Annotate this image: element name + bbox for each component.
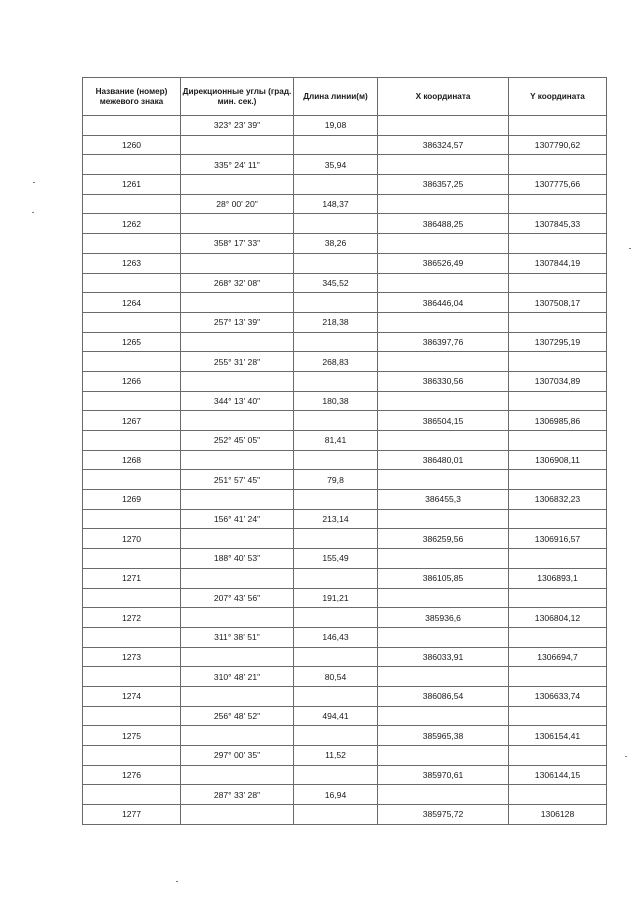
header-direction-angle: Дирекционные углы (град. мин. сек.) — [181, 78, 294, 116]
length-cell: 146,43 — [294, 627, 378, 647]
y-coordinate-cell: 1306985,86 — [509, 411, 607, 431]
y-coordinate-cell — [509, 785, 607, 805]
y-coordinate-cell — [509, 706, 607, 726]
x-coordinate-cell — [378, 470, 509, 490]
table-header-row — [83, 78, 607, 116]
length-cell — [294, 450, 378, 470]
length-cell: 345,52 — [294, 273, 378, 293]
point-name-cell: 1274 — [83, 686, 181, 706]
y-coordinate-cell — [509, 352, 607, 372]
angle-cell — [181, 332, 294, 352]
x-coordinate-cell — [378, 234, 509, 254]
angle-cell — [181, 647, 294, 667]
point-name-cell: 1267 — [83, 411, 181, 431]
point-name-cell — [83, 116, 181, 136]
table-body — [83, 116, 607, 825]
length-cell: 16,94 — [294, 785, 378, 805]
length-cell: 218,38 — [294, 312, 378, 332]
angle-cell: 188° 40' 53" — [181, 549, 294, 569]
point-name-cell — [83, 785, 181, 805]
segment-row — [83, 155, 607, 175]
point-name-cell — [83, 588, 181, 608]
x-coordinate-cell — [378, 509, 509, 529]
x-coordinate-cell — [378, 706, 509, 726]
angle-cell: 335° 24' 11" — [181, 155, 294, 175]
angle-cell — [181, 411, 294, 431]
point-name-cell: 1272 — [83, 608, 181, 628]
header-point-name: Название (номер) межевого знака — [83, 78, 181, 116]
point-name-cell: 1268 — [83, 450, 181, 470]
angle-cell: 207° 43' 56" — [181, 588, 294, 608]
length-cell: 191,21 — [294, 588, 378, 608]
angle-cell — [181, 450, 294, 470]
x-coordinate-cell — [378, 116, 509, 136]
angle-cell — [181, 175, 294, 195]
angle-cell: 256° 48' 52" — [181, 706, 294, 726]
length-cell: 80,54 — [294, 667, 378, 687]
segment-row — [83, 627, 607, 647]
segment-row — [83, 273, 607, 293]
x-coordinate-cell: 385965,38 — [378, 726, 509, 746]
point-name-cell: 1275 — [83, 726, 181, 746]
angle-cell — [181, 805, 294, 825]
y-coordinate-cell — [509, 234, 607, 254]
point-row — [83, 450, 607, 470]
length-cell: 19,08 — [294, 116, 378, 136]
x-coordinate-cell: 386397,76 — [378, 332, 509, 352]
point-name-cell: 1265 — [83, 332, 181, 352]
point-name-cell — [83, 470, 181, 490]
x-coordinate-cell — [378, 588, 509, 608]
angle-cell: 358° 17' 33" — [181, 234, 294, 254]
segment-row — [83, 352, 607, 372]
y-coordinate-cell: 1307775,66 — [509, 175, 607, 195]
x-coordinate-cell — [378, 155, 509, 175]
point-row — [83, 332, 607, 352]
segment-row — [83, 706, 607, 726]
length-cell: 180,38 — [294, 391, 378, 411]
x-coordinate-cell — [378, 549, 509, 569]
angle-cell — [181, 135, 294, 155]
angle-cell: 255° 31' 28" — [181, 352, 294, 372]
length-cell — [294, 135, 378, 155]
angle-cell — [181, 293, 294, 313]
point-name-cell — [83, 352, 181, 372]
scan-speck — [625, 756, 627, 757]
segment-row — [83, 746, 607, 766]
y-coordinate-cell: 1306154,41 — [509, 726, 607, 746]
length-cell — [294, 411, 378, 431]
x-coordinate-cell — [378, 194, 509, 214]
point-name-cell — [83, 667, 181, 687]
segment-row — [83, 588, 607, 608]
x-coordinate-cell: 385975,72 — [378, 805, 509, 825]
scan-speck — [176, 881, 178, 882]
angle-cell: 251° 57' 45" — [181, 470, 294, 490]
segment-row — [83, 470, 607, 490]
point-name-cell — [83, 549, 181, 569]
angle-cell — [181, 214, 294, 234]
point-row — [83, 568, 607, 588]
y-coordinate-cell: 1307034,89 — [509, 371, 607, 391]
length-cell — [294, 175, 378, 195]
point-row — [83, 765, 607, 785]
point-name-cell: 1263 — [83, 253, 181, 273]
angle-cell: 323° 23' 39" — [181, 116, 294, 136]
length-cell: 148,37 — [294, 194, 378, 214]
length-cell: 268,83 — [294, 352, 378, 372]
x-coordinate-cell — [378, 391, 509, 411]
x-coordinate-cell — [378, 431, 509, 451]
point-name-cell: 1270 — [83, 529, 181, 549]
segment-row — [83, 509, 607, 529]
header-x-coordinate: Х координата — [378, 78, 509, 116]
point-row — [83, 411, 607, 431]
length-cell: 81,41 — [294, 431, 378, 451]
point-name-cell — [83, 312, 181, 332]
length-cell — [294, 805, 378, 825]
length-cell — [294, 371, 378, 391]
y-coordinate-cell — [509, 431, 607, 451]
y-coordinate-cell — [509, 312, 607, 332]
segment-row — [83, 549, 607, 569]
point-name-cell: 1262 — [83, 214, 181, 234]
y-coordinate-cell: 1306832,23 — [509, 490, 607, 510]
x-coordinate-cell: 386105,85 — [378, 568, 509, 588]
point-name-cell — [83, 509, 181, 529]
point-name-cell — [83, 746, 181, 766]
length-cell — [294, 726, 378, 746]
x-coordinate-cell: 386259,56 — [378, 529, 509, 549]
x-coordinate-cell — [378, 312, 509, 332]
angle-cell — [181, 371, 294, 391]
y-coordinate-cell: 1307295,19 — [509, 332, 607, 352]
angle-cell: 287° 33' 28" — [181, 785, 294, 805]
angle-cell — [181, 686, 294, 706]
angle-cell: 28° 00' 20" — [181, 194, 294, 214]
angle-cell — [181, 529, 294, 549]
length-cell — [294, 214, 378, 234]
x-coordinate-cell — [378, 352, 509, 372]
segment-row — [83, 234, 607, 254]
point-name-cell: 1261 — [83, 175, 181, 195]
y-coordinate-cell: 1307790,62 — [509, 135, 607, 155]
x-coordinate-cell — [378, 746, 509, 766]
point-name-cell — [83, 194, 181, 214]
angle-cell: 310° 48' 21" — [181, 667, 294, 687]
y-coordinate-cell — [509, 273, 607, 293]
point-row — [83, 214, 607, 234]
x-coordinate-cell: 385936,6 — [378, 608, 509, 628]
point-name-cell — [83, 627, 181, 647]
y-coordinate-cell — [509, 549, 607, 569]
angle-cell: 344° 13' 40" — [181, 391, 294, 411]
y-coordinate-cell — [509, 746, 607, 766]
y-coordinate-cell: 1307508,17 — [509, 293, 607, 313]
x-coordinate-cell: 386330,56 — [378, 371, 509, 391]
point-name-cell: 1260 — [83, 135, 181, 155]
angle-cell: 156° 41' 24" — [181, 509, 294, 529]
header-y-coordinate: Y координата — [509, 78, 607, 116]
x-coordinate-cell: 386446,04 — [378, 293, 509, 313]
angle-cell — [181, 765, 294, 785]
point-name-cell: 1269 — [83, 490, 181, 510]
length-cell: 11,52 — [294, 746, 378, 766]
y-coordinate-cell — [509, 509, 607, 529]
y-coordinate-cell: 1307844,19 — [509, 253, 607, 273]
x-coordinate-cell: 386033,91 — [378, 647, 509, 667]
length-cell: 494,41 — [294, 706, 378, 726]
y-coordinate-cell: 1306804,12 — [509, 608, 607, 628]
angle-cell — [181, 608, 294, 628]
point-row — [83, 529, 607, 549]
length-cell — [294, 332, 378, 352]
header-line-length: Длина линии(м) — [294, 78, 378, 116]
point-row — [83, 805, 607, 825]
length-cell — [294, 765, 378, 785]
angle-cell: 311° 38' 51" — [181, 627, 294, 647]
segment-row — [83, 667, 607, 687]
x-coordinate-cell: 386488,25 — [378, 214, 509, 234]
point-name-cell: 1273 — [83, 647, 181, 667]
segment-row — [83, 785, 607, 805]
length-cell: 213,14 — [294, 509, 378, 529]
point-name-cell — [83, 431, 181, 451]
x-coordinate-cell: 386086,54 — [378, 686, 509, 706]
angle-cell: 297° 00' 35" — [181, 746, 294, 766]
y-coordinate-cell — [509, 155, 607, 175]
x-coordinate-cell: 386526,49 — [378, 253, 509, 273]
length-cell — [294, 568, 378, 588]
y-coordinate-cell: 1306128 — [509, 805, 607, 825]
point-row — [83, 686, 607, 706]
angle-cell: 252° 45' 05" — [181, 431, 294, 451]
point-name-cell: 1266 — [83, 371, 181, 391]
point-name-cell: 1277 — [83, 805, 181, 825]
y-coordinate-cell: 1306908,11 — [509, 450, 607, 470]
angle-cell — [181, 568, 294, 588]
angle-cell: 268° 32' 08" — [181, 273, 294, 293]
length-cell: 155,49 — [294, 549, 378, 569]
angle-cell — [181, 253, 294, 273]
angle-cell — [181, 490, 294, 510]
y-coordinate-cell: 1307845,33 — [509, 214, 607, 234]
angle-cell — [181, 726, 294, 746]
scan-speck — [32, 212, 34, 213]
segment-row — [83, 194, 607, 214]
point-name-cell — [83, 234, 181, 254]
x-coordinate-cell: 386357,25 — [378, 175, 509, 195]
y-coordinate-cell — [509, 391, 607, 411]
point-row — [83, 175, 607, 195]
y-coordinate-cell — [509, 627, 607, 647]
point-name-cell: 1271 — [83, 568, 181, 588]
point-row — [83, 371, 607, 391]
scan-speck — [629, 248, 631, 249]
x-coordinate-cell — [378, 627, 509, 647]
point-row — [83, 726, 607, 746]
point-row — [83, 608, 607, 628]
point-row — [83, 253, 607, 273]
y-coordinate-cell: 1306633,74 — [509, 686, 607, 706]
length-cell — [294, 490, 378, 510]
x-coordinate-cell: 386324,57 — [378, 135, 509, 155]
y-coordinate-cell — [509, 116, 607, 136]
point-row — [83, 490, 607, 510]
point-row — [83, 135, 607, 155]
segment-row — [83, 116, 607, 136]
segment-row — [83, 431, 607, 451]
point-name-cell — [83, 391, 181, 411]
length-cell: 35,94 — [294, 155, 378, 175]
segment-row — [83, 312, 607, 332]
x-coordinate-cell: 386504,15 — [378, 411, 509, 431]
length-cell — [294, 608, 378, 628]
length-cell: 79,8 — [294, 470, 378, 490]
length-cell — [294, 529, 378, 549]
point-name-cell — [83, 706, 181, 726]
x-coordinate-cell: 386455,3 — [378, 490, 509, 510]
length-cell — [294, 253, 378, 273]
point-name-cell — [83, 273, 181, 293]
x-coordinate-cell — [378, 273, 509, 293]
x-coordinate-cell: 385970,61 — [378, 765, 509, 785]
scan-speck — [33, 182, 35, 183]
point-row — [83, 293, 607, 313]
y-coordinate-cell: 1306144,15 — [509, 765, 607, 785]
segment-row — [83, 391, 607, 411]
y-coordinate-cell — [509, 588, 607, 608]
boundary-coordinates-table — [82, 77, 607, 825]
angle-cell: 257° 13' 39" — [181, 312, 294, 332]
x-coordinate-cell — [378, 667, 509, 687]
point-row — [83, 647, 607, 667]
y-coordinate-cell — [509, 470, 607, 490]
length-cell: 38,26 — [294, 234, 378, 254]
x-coordinate-cell: 386480,01 — [378, 450, 509, 470]
length-cell — [294, 293, 378, 313]
y-coordinate-cell: 1306916,57 — [509, 529, 607, 549]
y-coordinate-cell — [509, 667, 607, 687]
length-cell — [294, 647, 378, 667]
y-coordinate-cell — [509, 194, 607, 214]
x-coordinate-cell — [378, 785, 509, 805]
y-coordinate-cell: 1306694,7 — [509, 647, 607, 667]
point-name-cell — [83, 155, 181, 175]
point-name-cell: 1264 — [83, 293, 181, 313]
length-cell — [294, 686, 378, 706]
y-coordinate-cell: 1306893,1 — [509, 568, 607, 588]
point-name-cell: 1276 — [83, 765, 181, 785]
